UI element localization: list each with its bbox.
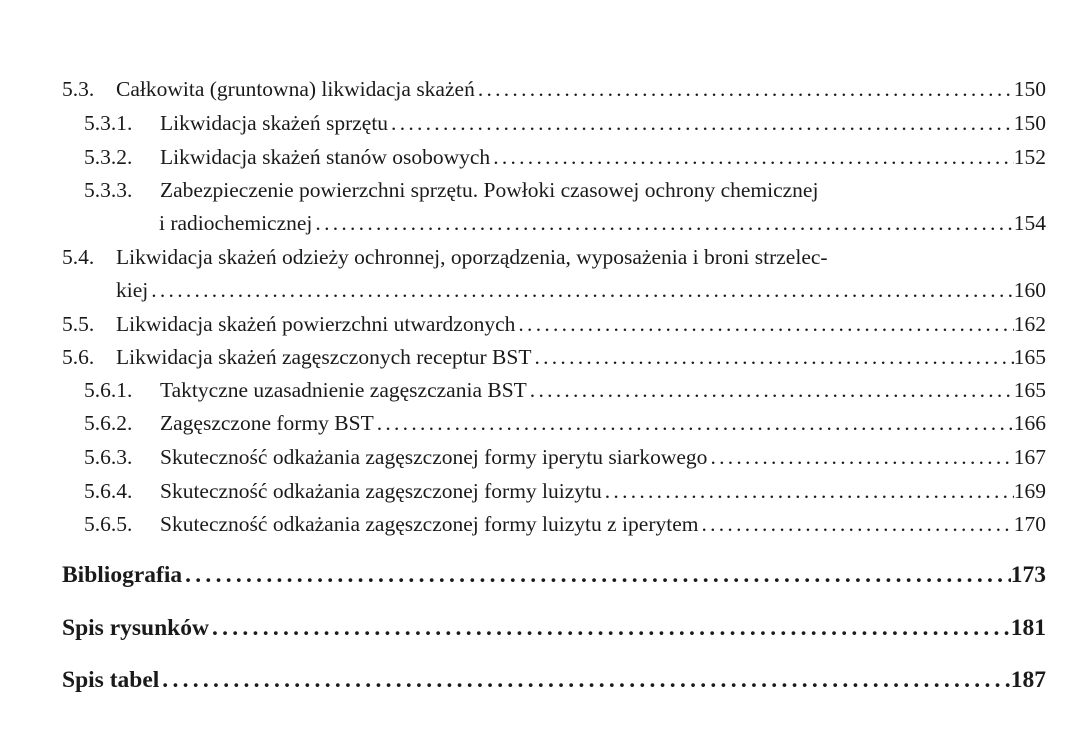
- dot-leader: [490, 140, 1014, 174]
- section-title: Zagęszczone formy BST: [160, 411, 374, 435]
- dot-leader: [159, 660, 1010, 700]
- toc-entry: [84, 140, 1046, 174]
- section-title: Zabezpieczenie powierzchni sprzętu. Powłoki czasowej ochrony chemicznej: [160, 178, 819, 202]
- section-title: Likwidacja skażeń stanów osobowych: [160, 145, 491, 169]
- section-title: Skuteczność odkażania zagęszczonej formy luizytu: [160, 479, 602, 503]
- dot-leader: [182, 555, 1011, 595]
- page-number: 160: [1013, 278, 1046, 302]
- section-title: Likwidacja skażeń powierzchni utwardzonych: [116, 312, 516, 336]
- section-title: Całkowita (gruntowna) likwidacja skażeń: [116, 77, 475, 101]
- page-number: 152: [1013, 145, 1046, 169]
- page-number: 166: [1013, 411, 1046, 435]
- dot-leader: [602, 474, 1014, 508]
- toc-entry-figures-list: [62, 608, 1046, 648]
- chapter-title: Bibliografia: [62, 562, 183, 588]
- page-number: 170: [1013, 512, 1046, 536]
- toc-entry: [84, 373, 1046, 407]
- page-number: 173: [1010, 562, 1046, 588]
- toc-entry: [62, 307, 1046, 341]
- dot-leader: [475, 72, 1014, 106]
- section-number: 5.6.2.: [84, 411, 133, 435]
- page-number: 165: [1013, 345, 1046, 369]
- toc-entry: [62, 340, 1046, 374]
- section-number: 5.6.4.: [84, 479, 133, 503]
- toc-entry: [84, 440, 1046, 474]
- section-title: Skuteczność odkażania zagęszczonej formy luizytu z iperytem: [160, 512, 699, 536]
- page-number: 162: [1013, 312, 1046, 336]
- section-title-continuation: i radiochemicznej: [159, 211, 313, 235]
- toc-entry: [84, 406, 1046, 440]
- dot-leader: [531, 340, 1013, 374]
- dot-leader: [209, 608, 1011, 648]
- dot-leader: [707, 440, 1013, 474]
- toc-entry-bibliography: [62, 555, 1046, 595]
- section-title: Likwidacja skażeń odzieży ochronnej, oporządzenia, wyposażenia i broni strzelec-: [116, 245, 828, 269]
- section-number: 5.3.2.: [84, 145, 133, 169]
- dot-leader: [515, 307, 1013, 341]
- toc-entry: [84, 474, 1046, 508]
- section-number: 5.6.5.: [84, 512, 133, 536]
- dot-leader: [312, 206, 1013, 240]
- dot-leader: [374, 406, 1014, 440]
- page-number: 187: [1010, 667, 1046, 693]
- section-number: 5.3.1.: [84, 111, 133, 135]
- chapter-title: Spis rysunków: [62, 615, 209, 641]
- toc-entry-tables-list: [62, 660, 1046, 700]
- toc-entry-first-line: [62, 240, 828, 274]
- dot-leader: [388, 106, 1014, 140]
- page-number: 167: [1013, 445, 1046, 469]
- dot-leader: [527, 373, 1014, 407]
- section-number: 5.3.: [62, 77, 95, 101]
- section-number: 5.3.3.: [84, 178, 133, 202]
- section-number: 5.5.: [62, 312, 95, 336]
- toc-entry: [84, 106, 1046, 140]
- page-number: 154: [1013, 211, 1046, 235]
- page-number: 169: [1013, 479, 1046, 503]
- toc-entry: [62, 72, 1046, 106]
- section-title-continuation: kiej: [116, 278, 149, 302]
- toc-entry-continuation: [159, 206, 1046, 240]
- toc-entry: [84, 507, 1046, 541]
- section-title: Likwidacja skażeń sprzętu: [160, 111, 389, 135]
- chapter-title: Spis tabel: [62, 667, 160, 693]
- section-number: 5.6.3.: [84, 445, 133, 469]
- dot-leader: [148, 273, 1014, 307]
- section-title: Taktyczne uzasadnienie zagęszczania BST: [160, 378, 527, 402]
- section-number: 5.4.: [62, 245, 95, 269]
- section-number: 5.6.: [62, 345, 95, 369]
- section-number: 5.6.1.: [84, 378, 133, 402]
- toc-entry-continuation: [116, 273, 1046, 307]
- section-title: Likwidacja skażeń zagęszczonych receptur BST: [116, 345, 532, 369]
- toc-entry-first-line: [84, 173, 818, 207]
- section-title: Skuteczność odkażania zagęszczonej formy iperytu siarkowego: [160, 445, 708, 469]
- page-number: 165: [1013, 378, 1046, 402]
- page-number: 150: [1013, 111, 1046, 135]
- page-number: 181: [1010, 615, 1046, 641]
- dot-leader: [698, 507, 1013, 541]
- page-number: 150: [1013, 77, 1046, 101]
